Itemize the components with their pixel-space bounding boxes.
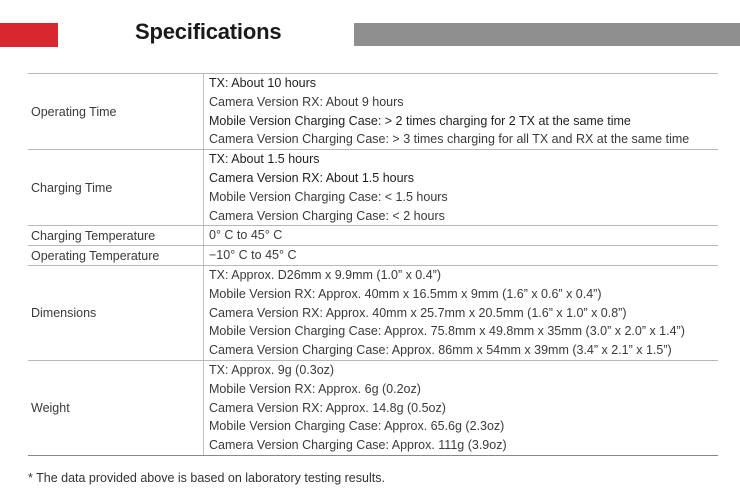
- value-line: TX: Approx. D26mm x 9.9mm (1.0” x 0.4”): [209, 267, 442, 282]
- value-line: Camera Version RX: About 9 hours: [209, 94, 404, 109]
- page-title: Specifications: [135, 19, 282, 44]
- row-value: [204, 74, 719, 150]
- row-label: Dimensions: [28, 265, 204, 360]
- footnote: * The data provided above is based on laboratory testing results.: [28, 471, 385, 485]
- value-line: Camera Version RX: Approx. 14.8g (0.5oz): [209, 400, 446, 415]
- row-value: [204, 265, 719, 360]
- row-label: Charging Temperature: [28, 226, 204, 246]
- value-line: −10° C to 45° C: [209, 248, 297, 263]
- table-row: [28, 150, 718, 226]
- header-gray-bar: [354, 23, 740, 46]
- value-line: Mobile Version Charging Case: > 2 times charging for 2 TX at the same time: [209, 113, 631, 128]
- table-row: [28, 226, 718, 246]
- row-label: Operating Time: [28, 74, 204, 150]
- value-line: TX: About 10 hours: [209, 76, 317, 90]
- header-accent-bar: [0, 23, 58, 47]
- value-line: Mobile Version RX: Approx. 40mm x 16.5mm x 9mm (1.6” x 0.6” x 0.4”): [209, 286, 602, 301]
- row-label: Charging Time: [28, 150, 204, 226]
- row-value: [204, 150, 719, 226]
- value-line: Mobile Version Charging Case: Approx. 75.8mm x 49.8mm x 35mm (3.0” x 2.0” x 1.4”): [209, 324, 685, 339]
- table-row: [28, 246, 718, 266]
- row-value: [204, 360, 719, 455]
- value-line: Camera Version Charging Case: Approx. 86mm x 54mm x 39mm (3.4” x 2.1” x 1.5”): [209, 343, 672, 358]
- value-line: Camera Version RX: Approx. 40mm x 25.7mm x 20.5mm (1.6” x 1.0” x 0.8”): [209, 305, 627, 320]
- table-row: [28, 360, 718, 455]
- value-line: TX: About 1.5 hours: [209, 152, 320, 167]
- value-line: Camera Version Charging Case: > 3 times charging for all TX and RX at the same time: [209, 132, 690, 147]
- value-line: Camera Version RX: About 1.5 hours: [209, 170, 414, 185]
- value-line: Mobile Version Charging Case: < 1.5 hours: [209, 189, 448, 204]
- row-label: Weight: [28, 360, 204, 455]
- value-line: 0° C to 45° C: [209, 228, 283, 243]
- table-row: [28, 74, 718, 150]
- value-line: Mobile Version Charging Case: Approx. 65.6g (2.3oz): [209, 419, 505, 434]
- value-line: TX: Approx. 9g (0.3oz): [209, 362, 335, 377]
- value-line: Mobile Version RX: Approx. 6g (0.2oz): [209, 381, 421, 396]
- specifications-table: [28, 73, 718, 456]
- value-line: Camera Version Charging Case: < 2 hours: [209, 208, 445, 223]
- row-value: [204, 226, 719, 246]
- row-label: Operating Temperature: [28, 246, 204, 266]
- value-line: Camera Version Charging Case: Approx. 111g (3.9oz): [209, 438, 507, 453]
- table-row: [28, 265, 718, 360]
- row-value: [204, 246, 719, 266]
